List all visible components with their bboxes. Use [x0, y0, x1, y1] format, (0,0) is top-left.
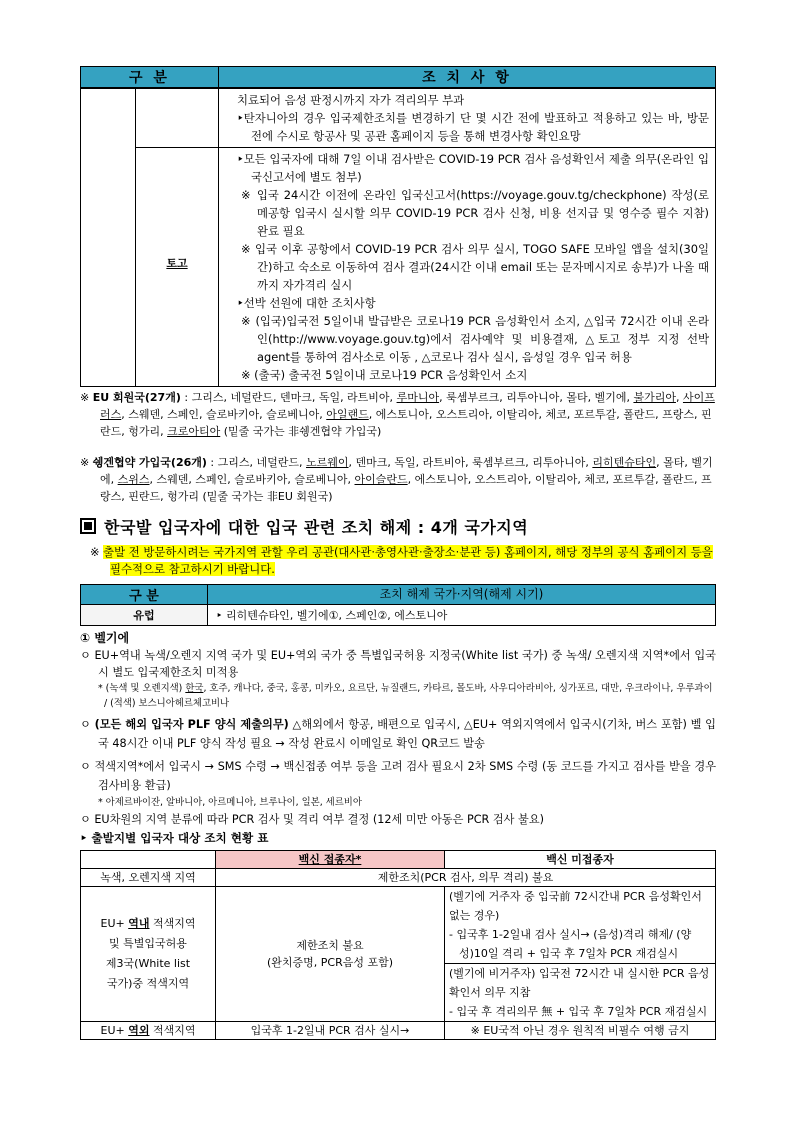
togo-note-4: ※ (출국) 출국전 5일이내 코로나19 PCR 음성확인서 소지 — [241, 368, 528, 382]
section-title-text: 한국발 입국자에 대한 입국 관련 조치 해제 : 4개 국가지역 — [104, 518, 529, 537]
status-row-eu-inner-d: 제3국(White list — [105, 957, 191, 970]
status-table — [80, 850, 716, 1040]
belgium-bullet-3: ㅇ 적색지역*에서 입국시 → SMS 수령 → 백신접종 여부 등을 고려 검사 필요시 2차 SMS 수령 (동 코드를 가지고 검사를 받을 경우 검사비용 환급) — [80, 760, 716, 792]
release-row-value: ‣ 리히텐슈타인, 벨기에①, 스페인②, 에스토니아 — [208, 605, 716, 626]
belgium-bullet-4: ㅇ EU차원의 지역 분류에 따라 PCR 검사 및 격리 여부 결정 (12세 미만 아동은 PCR 검사 불요) — [80, 813, 544, 826]
status-row-eu-inner-nonresident — [445, 964, 716, 1022]
status-table-title: ‣ 출발지별 입국자 대상 조치 현황 표 — [80, 831, 269, 845]
release-table — [80, 584, 716, 626]
status-row-eu-outer-label — [81, 1022, 216, 1040]
release-header-countries: 조치 해제 국가·지역(해제 시기) — [208, 585, 716, 605]
status-header-unvaccinated: 백신 미접종자 — [445, 851, 716, 869]
eu-note-text-3: , 스웨덴, 스페인, 슬로바키아, 슬로베니아, — [121, 408, 327, 421]
belgium-heading: ① 벨기에 — [80, 631, 130, 645]
release-row-label: 유럽 — [81, 605, 208, 626]
status-row-resident-1: (벨기에 거주자 중 입국前 72시간내 PCR 음성확인서 없는 경우) — [449, 890, 702, 922]
belgium-bullet-2 — [80, 715, 716, 753]
belgium-footnote-3: * 아제르바이잔, 알바니아, 아르메니아, 브루나이, 일본, 세르비아 — [98, 797, 362, 808]
status-row-eu-inner-e: 국가)중 적색지역 — [106, 977, 190, 990]
schengen-note-text-5: , 에스토니아, 오스트리아, 이탈리아, 체코, 포르투갈, 폴란드, 프랑스, 핀란드, 헝가리 (밑줄 국가는 非EU 회원국) — [100, 473, 712, 503]
belgium-bullet-2-bold: (모든 해외 입국자 PLF 양식 제출의무) — [94, 718, 289, 731]
belgium-bullet-2-text: △해외에서 항공, 배편으로 입국시, △EU+ 역외지역에서 입국시(기차, 버스 포함) 벨 입국 48시간 이내 PLF 양식 작성 필요 → 작성 완료시 이메일로 확인 QR코드 발송 — [98, 718, 716, 750]
schengen-note-norway: 노르웨이 — [306, 456, 349, 469]
eu-note-text-4: , 에스토니아, 오스트리아, 이탈리아, 체코, 포르투갈, 폴란드, 프랑스, 핀란드, 헝가리, — [100, 408, 712, 438]
status-row-eu-inner-vax-2: (완치증명, PCR음성 포함) — [266, 956, 394, 969]
warning-text: 출발 전 방문하시려는 국가지역 관할 우리 공관(대사관·총영사관·출장소·분관 등) 홈페이지, 해당 정부의 공식 홈페이지 등을 필수적으로 참고하시기 바랍니다. — [103, 545, 713, 576]
status-row-eu-inner-resident — [445, 887, 716, 964]
status-row-eu-inner-b: 적색지역 — [149, 917, 196, 930]
eu-note-romania: 루마니아 — [396, 391, 440, 404]
status-row-green-value: 제한조치(PCR 검사, 의무 격리) 불요 — [216, 869, 716, 887]
eu-note-croatia: 크로아티아 — [167, 425, 221, 438]
status-header-blank — [81, 851, 216, 869]
eu-note-text-2: , 룩셈부르크, 리투아니아, 몰타, 벨기에, — [439, 391, 634, 404]
togo-note-3: ※ (입국)입국전 5일이내 발급받은 코로나19 PCR 음성확인서 소지, △입국 72시간 이내 온라인(http://www.voyage.gouv.tg)에서 검사예약 및 비용결재, △토고 정부 지정 선박 agent를 통하여 검사소로 이동 , △코로나 검사 실시, 음성일 경우 입국 허용 — [241, 314, 709, 364]
country-cell-togo — [136, 148, 219, 387]
schengen-note-label: 쉥겐협약 가입국(26개) — [92, 456, 207, 469]
region-cell — [81, 88, 136, 387]
tanzania-measures — [219, 88, 716, 148]
eu-note-mark: ※ — [80, 391, 90, 404]
status-row-green-label: 녹색, 오렌지색 지역 — [81, 869, 216, 887]
status-row-eu-outer-underline: 역외 — [128, 1024, 150, 1037]
status-row-eu-inner-vaccinated — [216, 887, 445, 1022]
schengen-note-iceland: 아이슬란드 — [354, 473, 408, 486]
togo-bullet-1: ‣모든 입국자에 대해 7일 이내 검사받은 COVID-19 PCR 검사 음성확인서 제출 의무(온라인 입국신고서에 별도 첨부) — [237, 152, 709, 184]
schengen-note-liechtenstein: 리히텐슈타인 — [592, 456, 657, 469]
eu-note-bulgaria: 불가리아 — [633, 391, 676, 404]
status-row-eu-outer-b: 적색지역 — [149, 1024, 196, 1037]
eu-note-label: EU 회원국(27개) — [92, 391, 181, 404]
status-row-eu-outer-vaccinated: 입국후 1-2일내 PCR 검사 실시→ — [216, 1022, 445, 1040]
eu-note-sep: , — [675, 391, 683, 404]
belgium-footnote-1-b: , 호주, 캐나다, 중국, 홍콩, 미카오, 요르단, 뉴질랜드, 카타르, 몰도바, 사우디아라비아, 싱가포르, 대만, 우크라이나, 우루과이 / (적색) 보스니아헤르체고비나 — [104, 683, 713, 709]
col-header-measures: 조 치 사 항 — [219, 67, 716, 89]
status-row-eu-inner-underline: 역내 — [128, 917, 150, 930]
warning-note — [90, 544, 716, 578]
measures-table — [80, 66, 716, 387]
togo-note-1: ※ 입국 24시간 이전에 온라인 입국신고서(https://voyage.gouv.tg/checkphone) 작성(로메공항 입국시 실시할 의무 COVID-19 PCR 검사 신청, 비용 선지급 및 영수증 필수 지참) 완료 필요 — [241, 188, 709, 238]
schengen-note-text-3: , 몰타, 벨기에, — [100, 456, 713, 486]
tanzania-line-2: ‣탄자니아의 경우 입국제한조치를 변경하기 단 몇 시간 전에 발표하고 적용하고 있는 바, 방문 전에 수시로 항공사 및 공관 홈페이지 등을 통해 변경사항 확인요망 — [237, 111, 709, 143]
status-row-nonresident-2: - 입국 후 격리의무 無 + 입국 후 7일차 PCR 재검실시 — [449, 1005, 708, 1018]
schengen-note-mark: ※ — [80, 456, 90, 469]
schengen-note-text-1: : 그리스, 네덜란드, — [206, 456, 306, 469]
warning-mark: ※ — [90, 545, 100, 559]
country-cell-tanzania — [136, 88, 219, 148]
status-header-vaccinated: 백신 접종자* — [216, 851, 445, 869]
eu-note-text-5: (밑줄 국가는 非쉥겐협약 가입국) — [220, 425, 382, 438]
eu-note-ireland: 아일랜드 — [326, 408, 369, 421]
status-row-eu-outer-a: EU+ — [100, 1024, 129, 1037]
eu-note-cyprus: 사이프러스 — [100, 391, 715, 421]
schengen-members-note — [80, 454, 716, 505]
country-label-togo: 토고 — [166, 257, 188, 270]
belgium-footnote-1-korea: 한국 — [185, 683, 204, 694]
section-title — [80, 515, 716, 538]
status-row-eu-inner-a: EU+ — [100, 917, 129, 930]
schengen-note-text-4: , 스웨덴, 스페인, 슬로바키아, 슬로베니아, — [149, 473, 355, 486]
release-header-category: 구 분 — [81, 585, 208, 605]
col-header-category: 구 분 — [81, 67, 219, 89]
belgium-bullet-1: ㅇ EU+역내 녹색/오렌지 지역 국가 및 EU+역외 국가 중 특별입국허용 지정국(White list 국가) 중 녹색/ 오렌지색 지역*에서 입국 시 별도 입국제한조치 미적용 — [80, 649, 716, 679]
eu-members-note — [80, 389, 716, 440]
status-row-eu-inner-c: 및 특별입국허용 — [109, 937, 187, 950]
tanzania-line-1: 치료되어 음성 판정시까지 자가 격리의무 부과 — [237, 93, 465, 107]
status-row-nonresident-1: (벨기에 비거주자) 입국전 72시간 내 실시한 PCR 음성확인서 의무 지참 — [449, 967, 710, 999]
togo-note-2: ※ 입국 이후 공항에서 COVID-19 PCR 검사 의무 실시, TOGO SAFE 모바일 앱을 설치(30일간)하고 숙소로 이동하여 검사 결과(24시간 이내 email 또는 문자메시지로 송부)가 나올 때 까지 자가격리 실시 — [241, 242, 709, 292]
schengen-note-swiss: 스위스 — [117, 473, 150, 486]
belgium-footnote-1 — [80, 681, 716, 711]
togo-measures — [219, 148, 716, 387]
eu-note-text-1: : 그리스, 네덜란드, 덴마크, 독일, 라트비아, — [180, 391, 397, 404]
belgium-bullet-2-mark: ㅇ — [80, 718, 95, 731]
status-row-eu-inner-vax-1: 제한조치 불요 — [296, 939, 364, 952]
status-row-resident-2: - 입국후 1-2일내 검사 실시→ (음성)격리 해제/ (양성)10일 격리 + 입국 후 7일차 PCR 재검실시 — [449, 928, 692, 960]
status-row-eu-inner-label — [81, 887, 216, 1022]
filled-square-icon — [80, 518, 96, 534]
togo-bullet-2: ‣선박 선원에 대한 조치사항 — [237, 296, 376, 310]
document-page — [80, 66, 716, 1040]
belgium-footnote-1-a: * (녹색 및 오렌지색) — [98, 683, 186, 694]
schengen-note-text-2: , 덴마크, 독일, 라트비아, 룩셈부르크, 리투아니아, — [348, 456, 593, 469]
status-row-eu-outer-unvaccinated: ※ EU국적 아닌 경우 원칙적 비필수 여행 금지 — [445, 1022, 716, 1040]
